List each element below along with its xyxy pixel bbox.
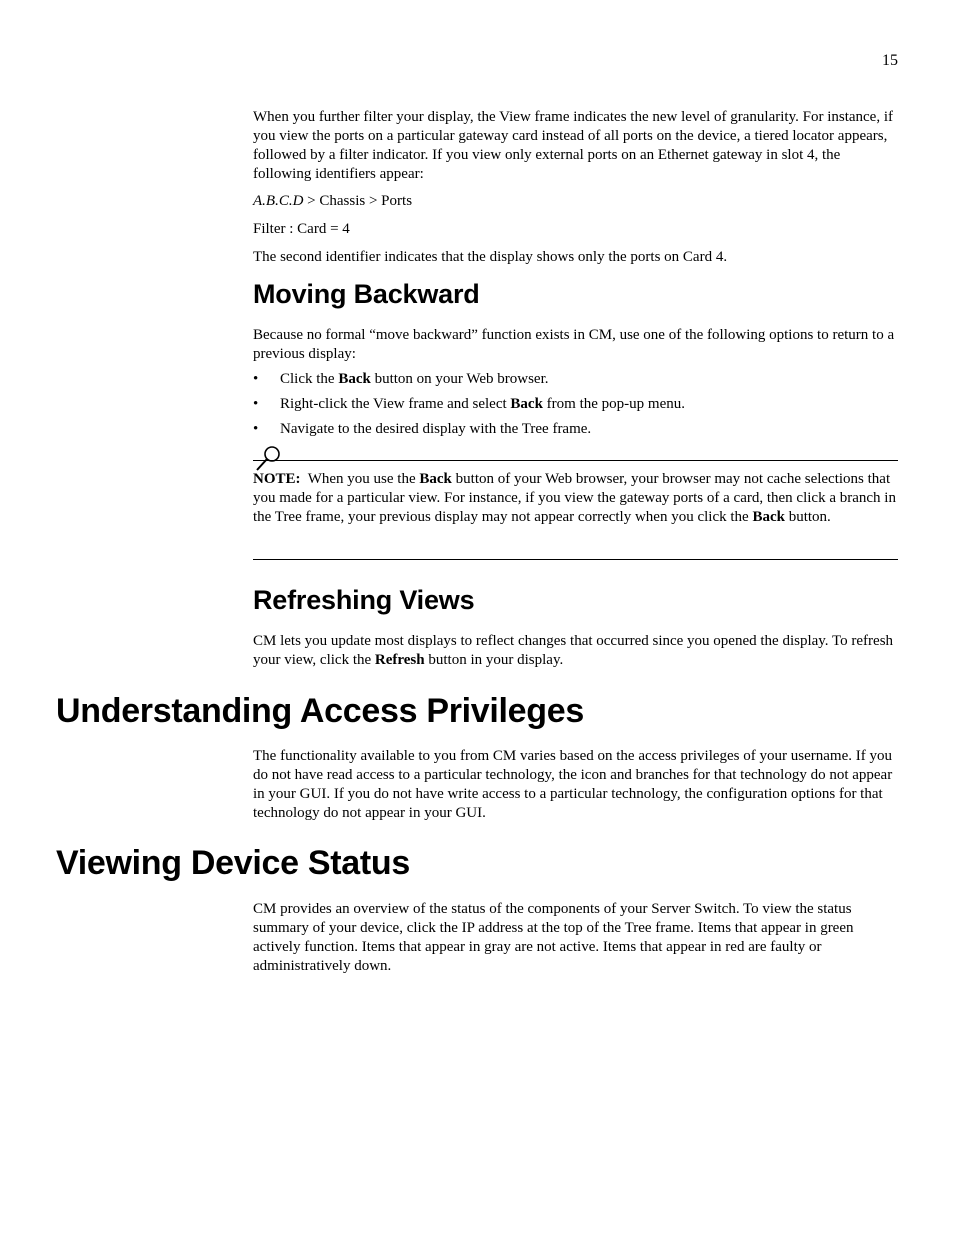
moving-backward-intro (253, 326, 898, 364)
filter-identifier (253, 220, 898, 239)
moving-backward-text: Because no formal “move backward” function exists in CM, use one of the following options to return to a previous display: (253, 327, 895, 362)
note-text: button. (784, 509, 831, 525)
list-item-text: Right-click the View frame and select (280, 396, 511, 412)
section-heading-refreshing-views: Refreshing Views (253, 585, 475, 615)
list-item-text: Click the (280, 371, 339, 387)
intro-paragraph (253, 108, 898, 184)
refreshing-views-bold: Refresh (374, 652, 425, 668)
chapter-heading-access-privileges: Understanding Access Privileges (56, 692, 584, 730)
note-top-rule (253, 460, 898, 461)
list-item-text: Navigate to the desired display with the Tree frame. (280, 421, 592, 437)
locator-italic: A.B.C.D (253, 193, 304, 209)
device-status-text: CM provides an overview of the status of the components of your Server Switch. To view the status summary of your device, click the IP address at the top of the Tree frame. Items that appear in green actively function. Items that appear in gray are not active. Items that appear in red are faulty or administratively down. (253, 901, 854, 974)
list-item-text: from the pop-up menu. (542, 396, 685, 412)
magnifier-icon (256, 444, 284, 472)
list-item-text: button on your Web browser. (370, 371, 549, 387)
bullet-dot: • (253, 371, 259, 387)
intro-paragraph-2 (253, 248, 898, 267)
section-heading-moving-backward: Moving Backward (253, 279, 480, 309)
note-box (253, 470, 898, 527)
filter-text: Filter : Card = 4 (253, 221, 350, 237)
locator-identifier (253, 192, 898, 211)
note-bold: Back (419, 471, 452, 487)
note-text: button of your Web browser, your browser may not cache selections that you made for a particular view. For instance, if you view the gateway ports of a card, then click a branch in the Tree frame, your previous display may not appear correctly when you click the (253, 471, 896, 525)
refreshing-views-paragraph (253, 632, 898, 670)
bullet-dot: • (253, 421, 259, 437)
list-item-bold: Back (510, 396, 543, 412)
device-status-paragraph (253, 900, 898, 976)
chapter-heading-device-status: Viewing Device Status (56, 844, 410, 882)
intro-text-2: The second identifier indicates that the display shows only the ports on Card 4. (253, 249, 728, 265)
refreshing-views-text: button in your display. (424, 652, 564, 668)
locator-path: > Chassis > Ports (303, 193, 413, 209)
refreshing-views-text: CM lets you update most displays to reflect changes that occurred since you opened the display. To refresh your view, click the (253, 633, 894, 668)
access-privileges-text: The functionality available to you from CM varies based on the access privileges of your username. If you do not have read access to a particular technology, the icon and branches for that technology do not appear in your GUI. If you do not have write access to a particular technology, the configuration options for that technology do not appear in your GUI. (253, 748, 893, 821)
intro-text: When you further filter your display, the View frame indicates the new level of granularity. For instance, if you view the ports on a particular gateway card instead of all ports on the device, a tiered locator appears, followed by a filter indicator. If you view only external ports on an Ethernet gateway in slot 4, the following identifiers appear: (253, 109, 893, 182)
list-item-bold: Back (338, 371, 371, 387)
page-number: 15 (882, 52, 898, 69)
note-label: NOTE: (253, 471, 301, 487)
bullet-dot: • (253, 396, 259, 412)
access-privileges-paragraph (253, 747, 898, 823)
note-text: When you use the (300, 471, 420, 487)
note-bold: Back (752, 509, 785, 525)
note-bottom-rule (253, 559, 898, 560)
